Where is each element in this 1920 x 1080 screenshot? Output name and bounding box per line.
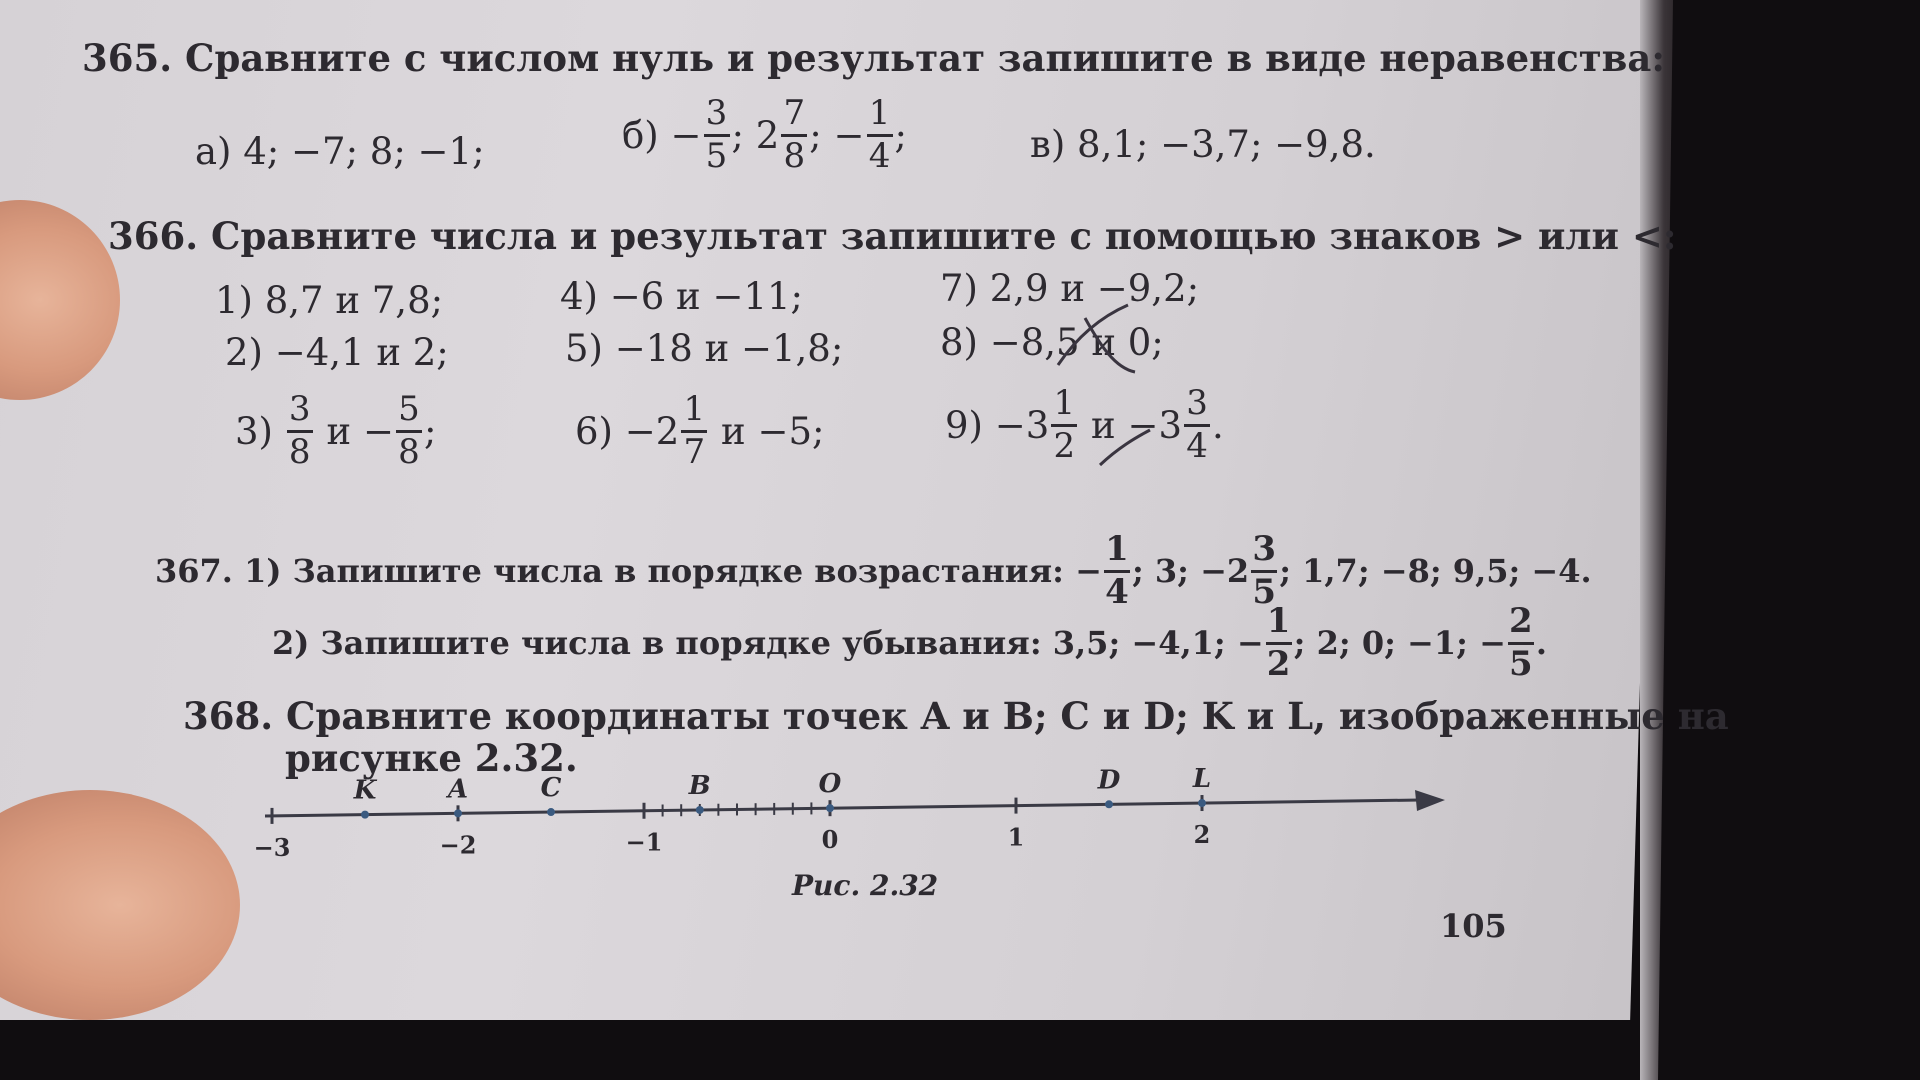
numerator: 1	[868, 93, 891, 133]
numerator: 3	[288, 389, 311, 429]
separator: .	[1535, 624, 1548, 663]
point-o-label: O	[818, 769, 842, 800]
number-line-axis	[265, 800, 1420, 816]
problem-365-heading: 365. Сравните с числом нуль и результат запишите в виде неравенства:	[82, 36, 1665, 80]
denominator: 4	[868, 135, 891, 176]
sign: −	[670, 113, 702, 157]
denominator: 8	[288, 431, 311, 472]
axis-arrow	[1415, 790, 1445, 811]
problem-366-item-8: 8) −8,5 и 0;	[940, 321, 1164, 364]
item-label: 6) −2	[575, 409, 680, 453]
sequence-part: ; 1,7; −8; 9,5; −4.	[1279, 552, 1592, 591]
denominator: 5	[1509, 643, 1533, 684]
item-rest: и −5;	[721, 409, 825, 453]
point-a-label: A	[447, 774, 469, 805]
point-l-label: L	[1192, 764, 1212, 795]
point-d-dot	[1105, 800, 1113, 808]
sequence-part: ; 2; 0; −1;	[1293, 624, 1468, 663]
denominator: 5	[1252, 571, 1277, 612]
point-b-dot	[696, 806, 704, 814]
question-text: 2) Запишите числа в порядке убывания: 3,5; −4,1;	[272, 624, 1226, 663]
sign: −	[833, 113, 865, 157]
denominator: 4	[1186, 425, 1208, 466]
numerator: 1	[1266, 601, 1291, 641]
separator: ;	[809, 113, 822, 157]
numerator: 7	[783, 93, 806, 133]
sequence-part: ; 3; −2	[1131, 552, 1250, 591]
numerator: 5	[398, 389, 420, 429]
numerator: 3	[1252, 529, 1277, 569]
problem-366-item-2: 2) −4,1 и 2;	[225, 331, 449, 374]
problem-366-item-7: 7) 2,9 и −9,2;	[940, 267, 1200, 310]
sign: −	[1075, 552, 1102, 591]
tick-label: −3	[253, 832, 291, 862]
tick-label: 1	[1007, 822, 1025, 852]
denominator: 2	[1266, 643, 1291, 684]
item-label: 9) −3	[945, 403, 1050, 447]
tick-label: −2	[439, 830, 477, 860]
denominator: 8	[398, 431, 420, 472]
point-c-label: C	[540, 773, 562, 804]
point-k-label: K	[353, 775, 377, 806]
numerator: 3	[1186, 383, 1208, 423]
sign: −	[1479, 624, 1506, 663]
point-a-dot	[454, 809, 462, 817]
problem-368-line1: 368. Сравните координаты точек A и B; C и D; K и L, изображенные на	[183, 694, 1729, 738]
whole-part: 2	[755, 113, 780, 157]
problem-366-item-1: 1) 8,7 и 7,8;	[215, 279, 444, 322]
page-number: 105	[1440, 907, 1507, 945]
numerator: 2	[1509, 601, 1533, 641]
problem-365-b-label: б)	[622, 113, 659, 157]
point-d-label: D	[1097, 765, 1121, 796]
point-b-label: B	[688, 770, 711, 801]
item-label: 3)	[235, 409, 273, 453]
point-c-dot	[547, 808, 555, 816]
denominator: 7	[683, 431, 706, 472]
conjunction: и −	[326, 409, 394, 453]
denominator: 4	[1105, 571, 1129, 612]
question-text: 367. 1) Запишите числа в порядке возрастания:	[155, 552, 1064, 591]
denominator: 8	[783, 135, 806, 176]
separator: ;	[423, 409, 437, 453]
denominator: 2	[1053, 425, 1076, 466]
numerator: 1	[683, 389, 706, 429]
problem-365-v: в) 8,1; −3,7; −9,8.	[1030, 123, 1376, 166]
problem-366-item-5: 5) −18 и −1,8;	[565, 327, 844, 370]
numerator: 1	[1105, 529, 1129, 569]
separator: ;	[894, 113, 907, 157]
tick-label: 2	[1193, 820, 1211, 850]
point-l-dot	[1198, 799, 1206, 807]
problem-365-a: а) 4; −7; 8; −1;	[195, 130, 485, 173]
point-marks	[353, 764, 1211, 819]
problem-368-line2: рисунке 2.32.	[285, 736, 578, 780]
conjunction: и −3	[1091, 403, 1183, 447]
problem-366-item-4: 4) −6 и −11;	[560, 275, 804, 318]
denominator: 5	[705, 135, 728, 176]
separator: ;	[731, 113, 744, 157]
figure-caption: Рис. 2.32	[792, 869, 939, 902]
numerator: 1	[1053, 383, 1076, 423]
problem-366-heading: 366. Сравните числа и результат запишите с помощью знаков > или <:	[108, 214, 1677, 258]
point-o-dot	[826, 804, 834, 812]
separator: .	[1212, 403, 1224, 447]
tick-label: −1	[625, 827, 663, 857]
sign: −	[1236, 624, 1264, 663]
point-k-dot	[361, 811, 369, 819]
tick-label: 0	[821, 825, 839, 855]
numerator: 3	[705, 93, 728, 133]
